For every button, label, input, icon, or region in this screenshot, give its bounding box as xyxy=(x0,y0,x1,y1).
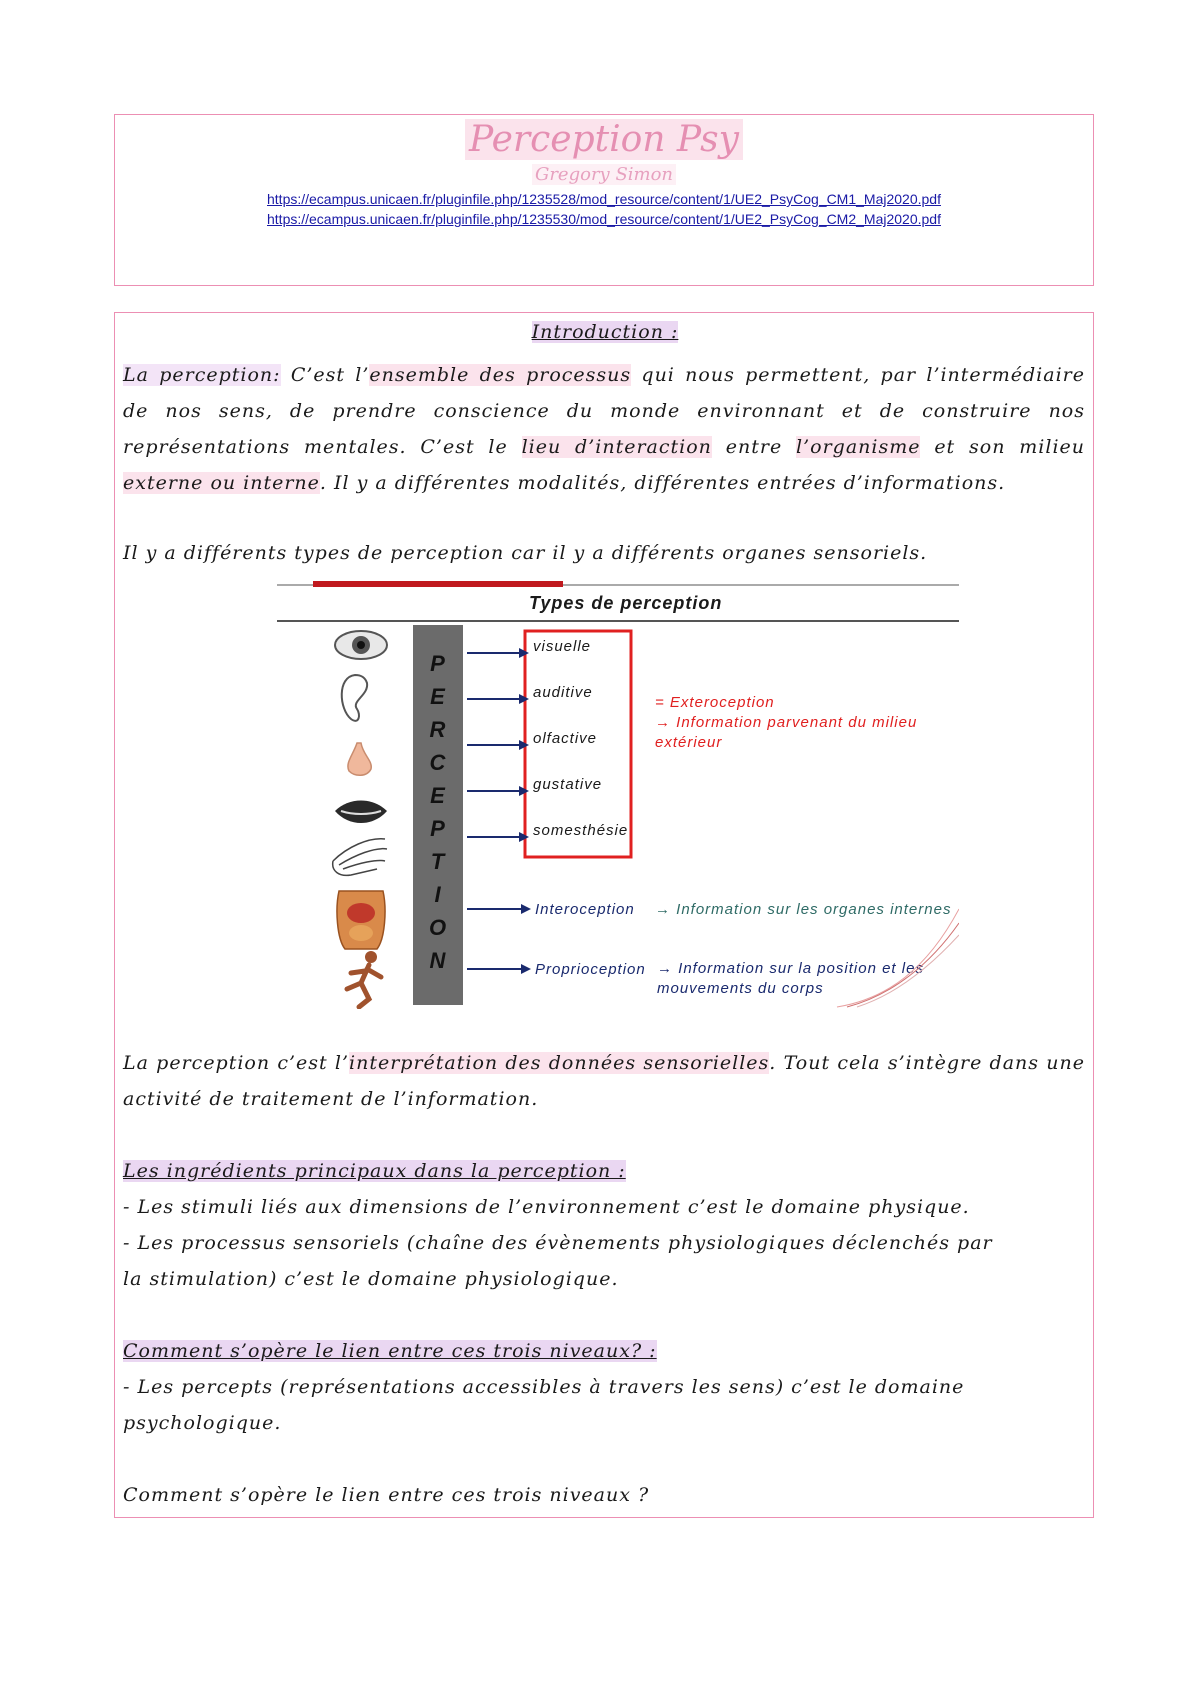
author-name: Gregory Simon xyxy=(115,164,1093,185)
perception-letter: P xyxy=(430,651,446,676)
decorative-swoosh xyxy=(837,909,959,1007)
intro-heading: Introduction : xyxy=(531,321,679,343)
perception-letter: E xyxy=(430,783,446,808)
course-link-2[interactable]: https://ecampus.unicaen.fr/pluginfile.php/1235530/mod_resource/content/1/UE2_PsyCog_CM2_Maj2020.pdf xyxy=(267,211,941,227)
perception-letter: N xyxy=(429,948,447,973)
hand-icon xyxy=(333,839,387,876)
term-perception: La perception: xyxy=(123,364,281,386)
figure-title: Types de perception xyxy=(529,593,723,613)
exteroception-type-label: olfactive xyxy=(533,730,598,747)
eye-icon xyxy=(335,631,387,659)
proprioception-label: Proprioception xyxy=(535,961,646,978)
exteroception-desc-line-2: extérieur xyxy=(655,734,723,751)
interpretation-paragraph: La perception c’est l’interprétation des données sensorielles. Tout cela s’intègre dans une activité de traitement de l’information. xyxy=(123,1052,1085,1110)
exteroception-type-label: auditive xyxy=(533,684,593,701)
ingredient-item: - Les processus sensoriels (chaîne des évènements physiologiques déclenchés par la stimulation) c’est le domaine physiologique. xyxy=(123,1232,993,1290)
perception-letter: O xyxy=(428,915,448,940)
exteroception-label: = Exteroception xyxy=(655,694,775,711)
content-box xyxy=(114,312,1094,1518)
runner-icon xyxy=(347,951,381,1007)
interoception-label: Interoception xyxy=(535,901,635,918)
perception-types-figure xyxy=(277,579,959,1009)
document-title: Perception Psy xyxy=(115,119,1093,160)
course-link-1[interactable]: https://ecampus.unicaen.fr/pluginfile.php/1235528/mod_resource/content/1/UE2_PsyCog_CM1_Maj2020.pdf xyxy=(267,191,941,207)
perception-letter: T xyxy=(430,849,446,874)
proprioception-desc-line-1: → Information sur la position et les xyxy=(657,960,924,977)
link-list xyxy=(115,189,1093,229)
perception-letter: E xyxy=(430,684,446,709)
mouth-icon xyxy=(335,801,387,824)
ear-icon xyxy=(342,675,367,721)
exteroception-type-label: somesthésie xyxy=(533,822,629,839)
exteroception-type-label: gustative xyxy=(533,776,603,793)
perception-letter: C xyxy=(429,750,447,775)
ingredient-item: - Les stimuli liés aux dimensions de l’environnement c’est le domaine physique. xyxy=(123,1196,970,1218)
types-sentence: Il y a différents types de perception car il y a différents organes sensoriels. xyxy=(123,542,928,564)
perception-letter: P xyxy=(430,816,446,841)
exteroception-type-label: visuelle xyxy=(533,638,592,655)
percepts-item: - Les percepts (représentations accessibles à travers les sens) c’est le domaine psychologique. xyxy=(123,1376,965,1434)
intro-paragraph: La perception: C’est l’ensemble des processus qui nous permettent, par l’intermédiaire de nos sens, de prendre conscience du monde environnant et de construire nos représentations mentales. C’est le lieu d’interaction entre l’organisme et son milieu externe ou interne. Il y a différentes modalités, différentes entrées d’informations. xyxy=(123,364,1086,494)
ingredients-heading: Les ingrédients principaux dans la perception : xyxy=(123,1160,626,1182)
interoception-desc: → Information sur les organes internes xyxy=(655,901,952,918)
internal-organs-icon xyxy=(337,891,385,949)
exteroception-desc-line-1: → Information parvenant du milieu xyxy=(655,714,918,731)
nose-icon xyxy=(348,743,371,775)
proprioception-desc-line-2: mouvements du corps xyxy=(657,980,824,997)
perception-letter: I xyxy=(434,882,442,907)
perception-letter: R xyxy=(429,717,447,742)
header-box xyxy=(114,114,1094,286)
link-heading: Comment s’opère le lien entre ces trois niveaux? : xyxy=(123,1340,657,1362)
closing-question: Comment s’opère le lien entre ces trois niveaux ? xyxy=(123,1484,650,1506)
